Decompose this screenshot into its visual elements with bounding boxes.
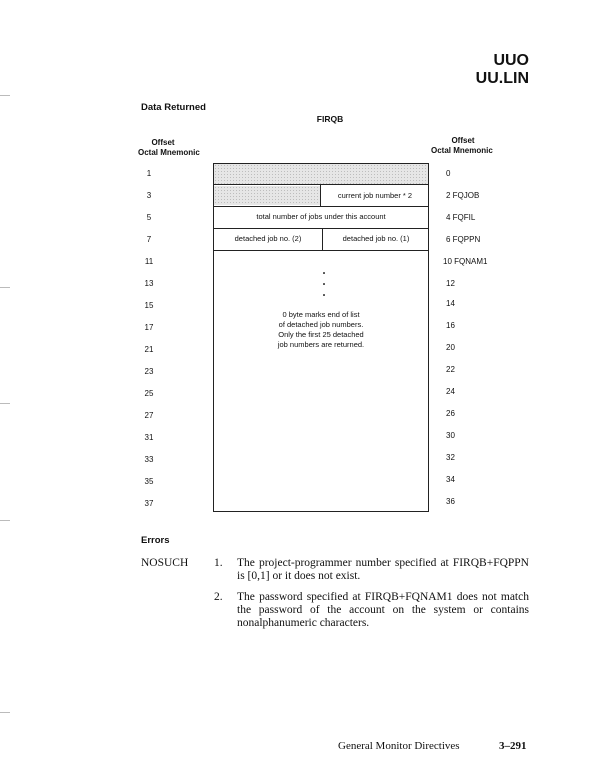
reserved-shade [214,186,320,205]
header-uulin: UU.LIN [475,70,529,87]
note-line: job numbers are returned. [277,340,365,349]
row-divider [214,184,428,185]
right-offset-header: Offset [451,136,475,145]
row-divider [214,250,428,251]
error-item-text: The project-programmer number specified at FIRQB+FQPPN is [0,1] or it does not exist. [237,557,529,582]
left-offset: 13 [144,279,154,288]
error-item-text: The password specified at FIRQB+FQNAM1 does not match the password of the account on the system or contains nonalphanumeric characters. [237,591,529,629]
right-mnemonic-header: Octal Mnemonic [431,146,493,155]
left-offset: 35 [144,477,154,486]
left-offset: 23 [144,367,154,376]
data-returned-title: Data Returned [141,102,206,113]
right-offset: 6 FQPPN [446,235,481,244]
ellipsis-dot [323,294,325,296]
margin-tick [0,403,10,404]
left-offset: 5 [146,213,152,222]
right-offset: 12 [446,279,455,288]
detached-job-2-cell: detached job no. (2) [234,234,302,243]
errors-title: Errors [141,535,170,546]
right-offset: 26 [446,409,455,418]
right-offset: 4 FQFIL [446,213,476,222]
row-divider [214,228,428,229]
total-jobs-cell: total number of jobs under this account [256,212,386,221]
header-uuo: UUO [493,52,529,69]
firqb-title: FIRQB [316,114,344,124]
left-offset: 31 [144,433,154,442]
error-item-number: 2. [214,591,223,603]
right-offset: 30 [446,431,455,440]
left-offset: 17 [144,323,154,332]
footer-page-number: 3–291 [499,740,527,752]
right-offset: 20 [446,343,455,352]
margin-tick [0,287,10,288]
right-offset: 2 FQJOB [446,191,480,200]
left-offset: 1 [146,169,152,178]
note-line: of detached job numbers. [278,320,364,329]
left-offset-header: Offset [151,138,175,147]
left-offset: 33 [144,455,154,464]
margin-tick [0,95,10,96]
margin-tick [0,520,10,521]
note-line: 0 byte marks end of list [282,310,360,319]
left-offset: 27 [144,411,154,420]
right-offset: 36 [446,497,455,506]
right-offset: 34 [446,475,455,484]
margin-tick [0,712,10,713]
firqb-table [213,163,429,512]
reserved-shade [214,164,428,184]
left-offset: 15 [144,301,154,310]
right-offset: 16 [446,321,455,330]
error-code: NOSUCH [141,557,189,569]
right-offset: 10 FQNAM1 [443,257,488,266]
left-offset: 37 [144,499,154,508]
ellipsis-dot [323,283,325,285]
row-divider [214,206,428,207]
right-offset: 32 [446,453,455,462]
current-job-cell: current job number * 2 [337,191,413,200]
left-offset: 25 [144,389,154,398]
ellipsis-dot [323,272,325,274]
right-offset: 14 [446,299,455,308]
note-line: Only the first 25 detached [278,330,364,339]
right-offset: 22 [446,365,455,374]
footer-section: General Monitor Directives [338,740,460,752]
left-offset: 7 [146,235,152,244]
left-offset: 3 [146,191,152,200]
left-mnemonic-header: Octal Mnemonic [138,148,200,157]
byte-divider [320,184,321,206]
right-offset: 24 [446,387,455,396]
left-offset: 21 [144,345,154,354]
error-item-number: 1. [214,557,223,569]
detached-job-1-cell: detached job no. (1) [342,234,410,243]
left-offset: 11 [144,257,154,266]
right-offset: 0 [446,169,451,178]
